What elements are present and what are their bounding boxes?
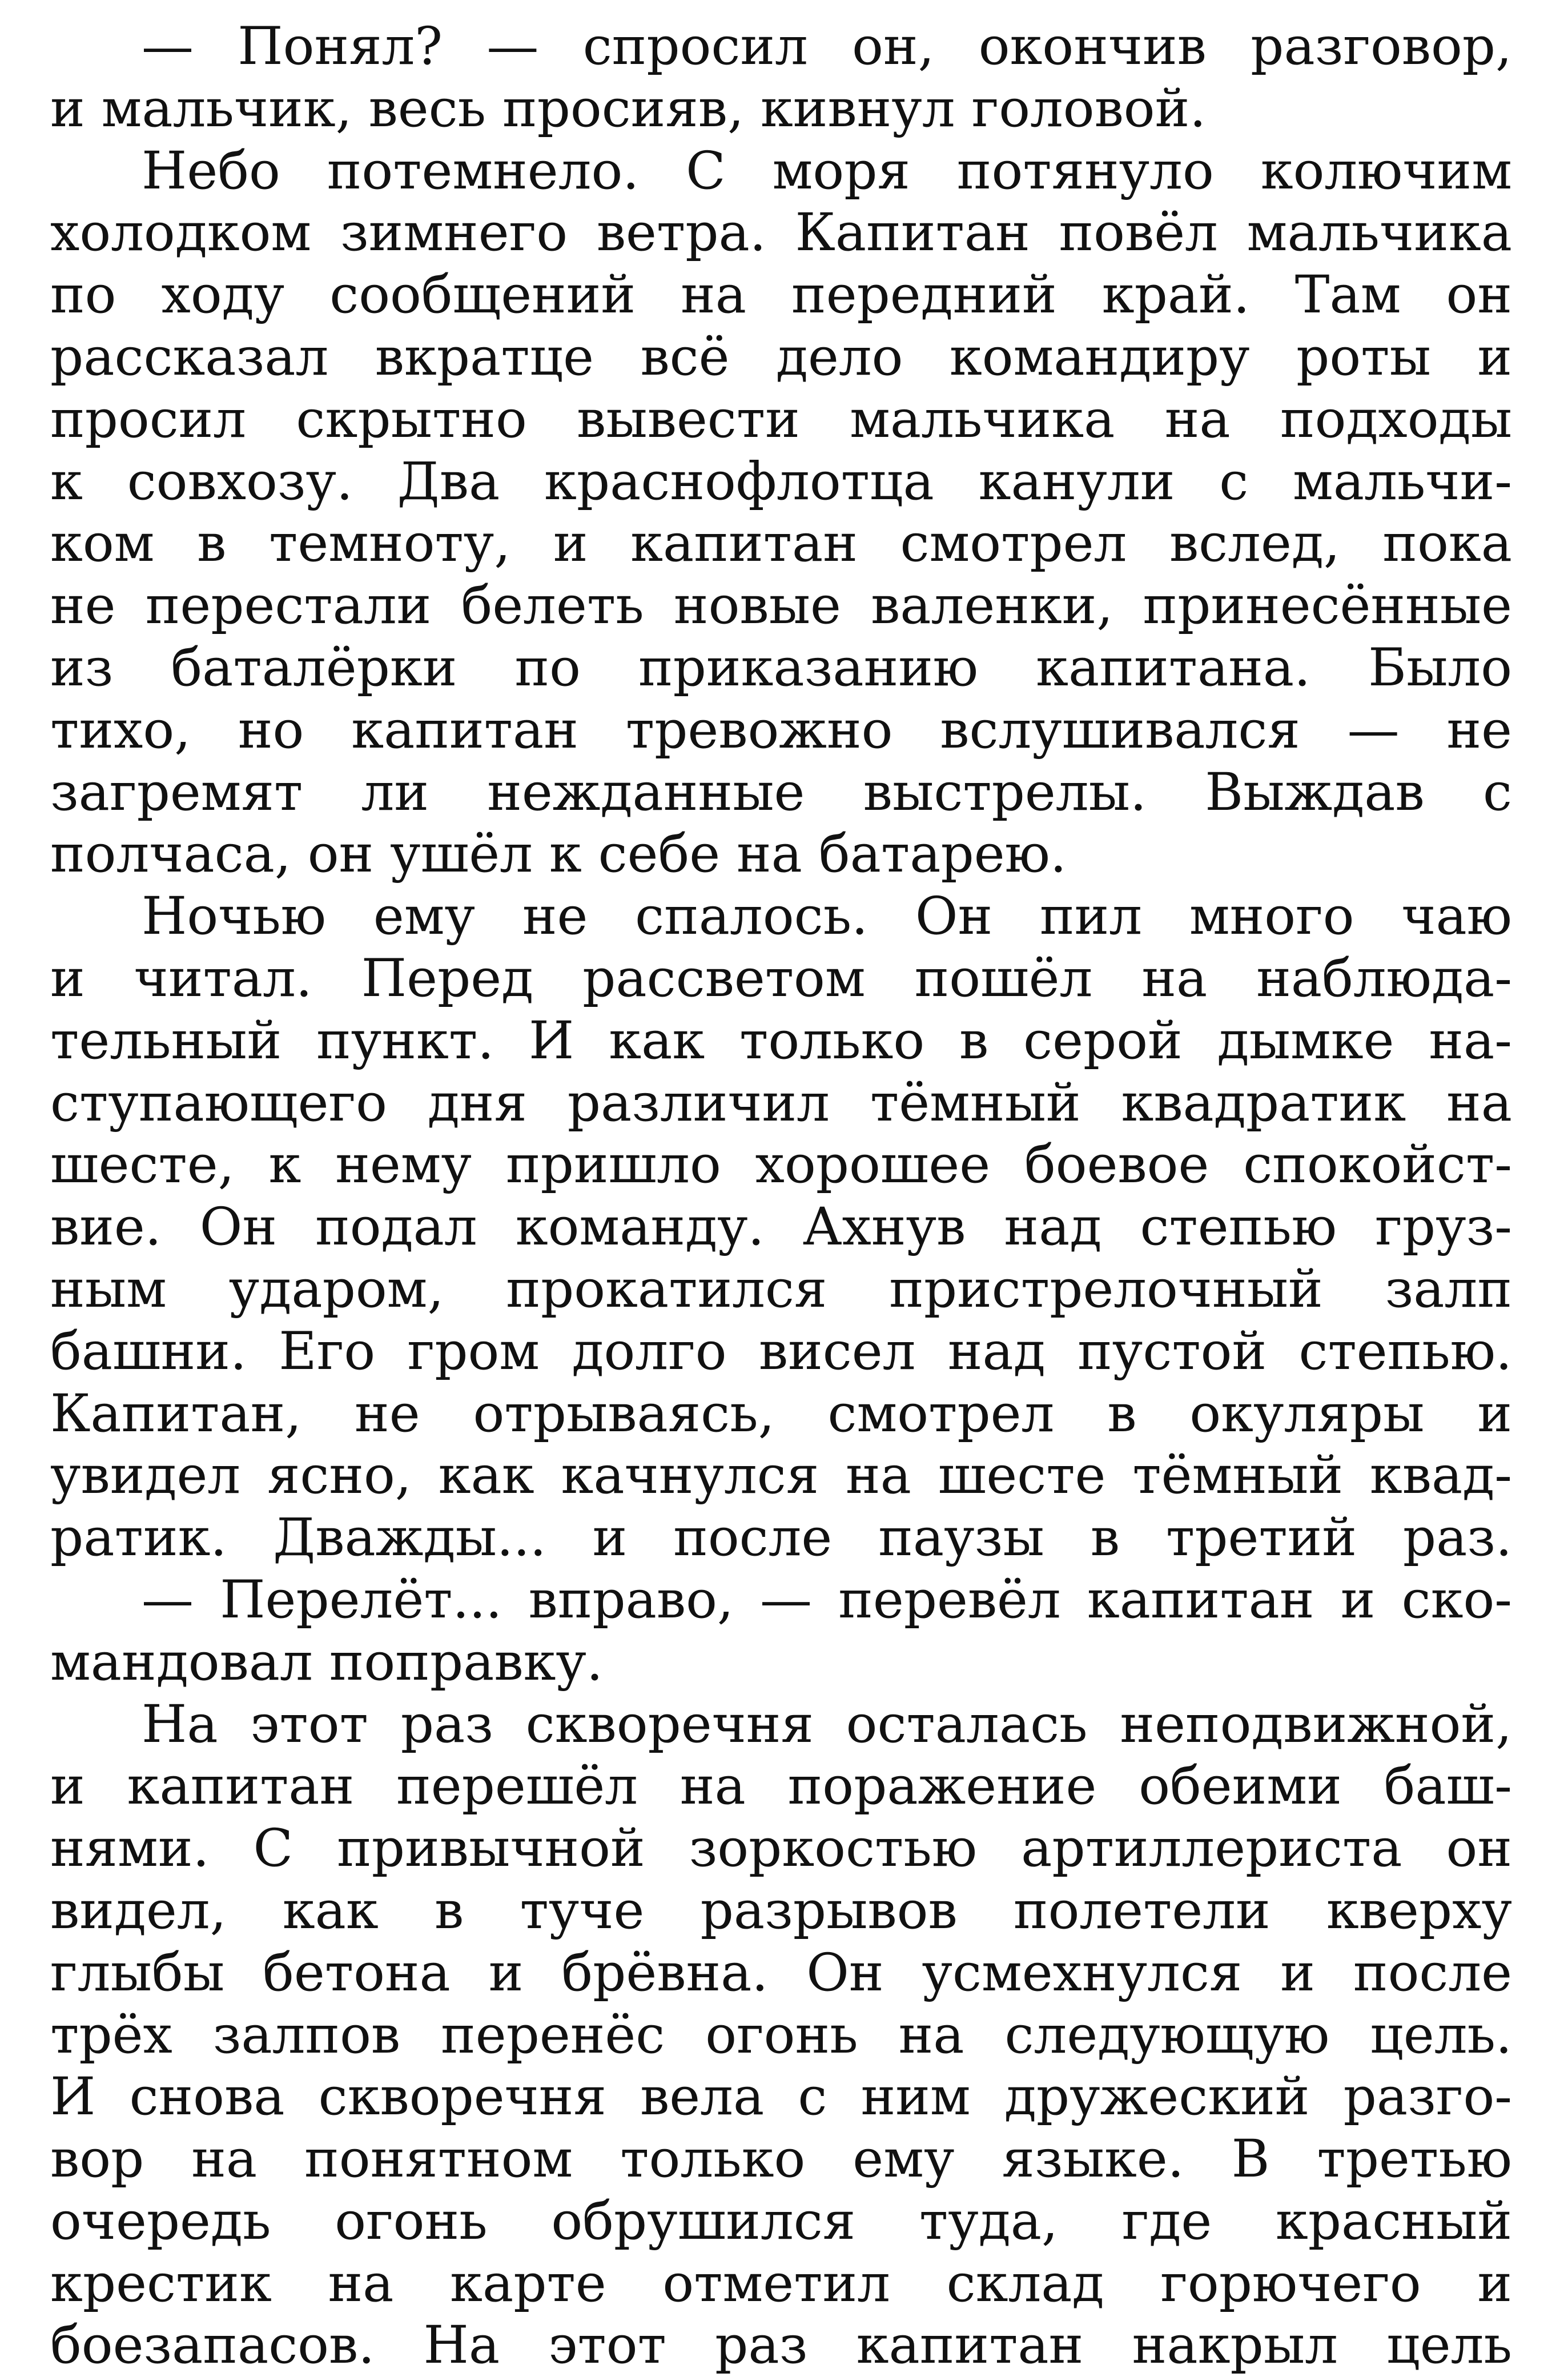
text-line: На этот раз скворечня осталась неподвижной, (142, 1694, 1512, 1754)
text-line: не перестали белеть новые валенки, принесённые (50, 576, 1512, 636)
text-line: ратик. Дважды... и после паузы в третий раз. (50, 1508, 1512, 1568)
text-line: ком в темноту, и капитан смотрел вслед, пока (50, 513, 1512, 574)
text-line: Капитан, не отрываясь, смотрел в окуляры и (50, 1383, 1512, 1444)
text-line: из баталёрки по приказанию капитана. Было (50, 637, 1512, 698)
text-line: трёх залпов перенёс огонь на следующую цель. (50, 2005, 1512, 2065)
text-line: вор на понятном только ему языке. В третью (50, 2129, 1512, 2190)
text-line: Небо потемнело. С моря потянуло колючим (142, 140, 1512, 201)
text-line: и капитан перешёл на поражение обеими баш- (50, 1756, 1512, 1817)
text-line: боезапасов. На этот раз капитан накрыл цель (50, 2315, 1512, 2376)
text-line: к совхозу. Два краснофлотца канули с мальчи- (50, 451, 1512, 512)
text-line: просил скрытно вывести мальчика на подходы (50, 389, 1512, 449)
text-line: видел, как в туче разрывов полетели кверху (50, 1880, 1512, 1941)
text-line: — Перелёт... вправо, — перевёл капитан и ско- (142, 1569, 1512, 1630)
text-line: нями. С привычной зоркостью артиллериста он (50, 1818, 1512, 1879)
text-line: и читал. Перед рассветом пошёл на наблюда- (50, 948, 1512, 1009)
text-line: увидел ясно, как качнулся на шесте тёмный квад- (50, 1446, 1512, 1506)
text-line: тельный пункт. И как только в серой дымке на- (50, 1010, 1512, 1071)
text-line: ступающего дня различил тёмный квадратик на (50, 1073, 1512, 1133)
text-line: полчаса, он ушёл к себе на батарею. (50, 824, 1067, 885)
text-line: крестик на карте отметил склад горючего и (50, 2253, 1512, 2314)
text-line: шесте, к нему пришло хорошее боевое спокойст- (50, 1135, 1512, 1195)
book-page (50, 16, 1512, 2377)
text-line: — Понял? — спросил он, окончив разговор, (142, 17, 1512, 77)
text-line: загремят ли нежданные выстрелы. Выждав с (50, 762, 1512, 822)
text-line: И снова скворечня вела с ним дружеский разго- (50, 2067, 1512, 2127)
text-line: вие. Он подал команду. Ахнув над степью груз- (50, 1197, 1512, 1258)
text-line: холодком зимнего ветра. Капитан повёл мальчика (50, 203, 1512, 263)
text-line: очередь огонь обрушился туда, где красный (50, 2191, 1512, 2251)
text-line: мандовал поправку. (50, 1632, 603, 1692)
text-line: ным ударом, прокатился пристрелочный залп (50, 1259, 1512, 1319)
text-line: по ходу сообщений на передний край. Там он (50, 265, 1512, 326)
text-line: башни. Его гром долго висел над пустой степью. (50, 1321, 1512, 1382)
text-line: и мальчик, весь просияв, кивнул головой. (50, 78, 1207, 139)
text-line: Ночью ему не спалось. Он пил много чаю (142, 886, 1512, 947)
text-line: рассказал вкратце всё дело командиру роты и (50, 327, 1512, 387)
text-line: тихо, но капитан тревожно вслушивался — не (50, 700, 1512, 760)
text-line: глыбы бетона и брёвна. Он усмехнулся и после (50, 1942, 1512, 2003)
